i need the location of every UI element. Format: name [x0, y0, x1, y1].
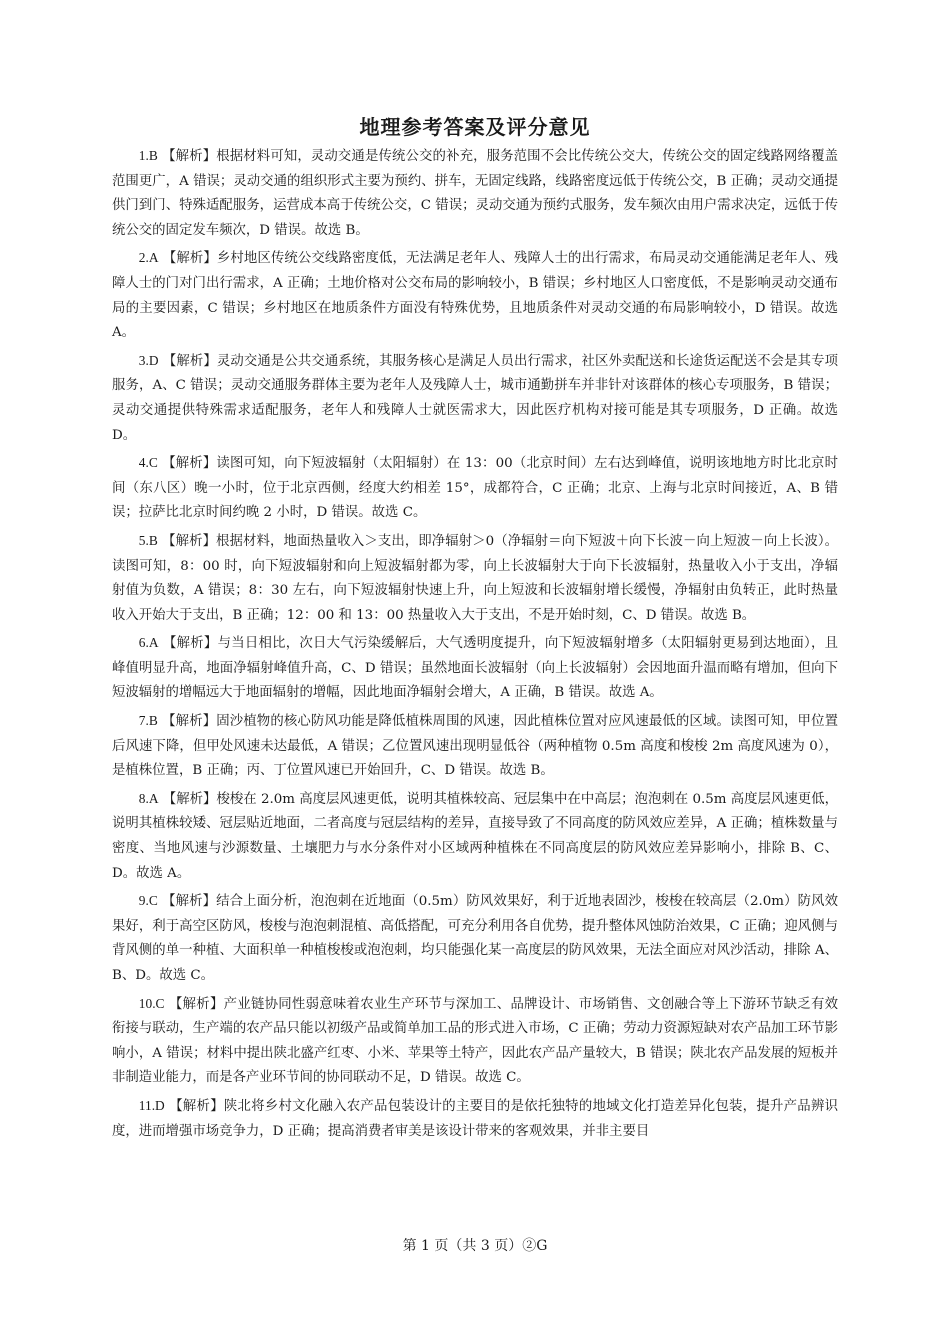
answer-label: 11.D — [138, 1097, 165, 1113]
answer-item-2 — [112, 246, 838, 345]
answer-item-6 — [112, 631, 838, 706]
answer-explanation: 【解析】梭梭在 2.0m 高度层风速更低，说明其植株较高、冠层集中在中高层；泡泡刺在 0.5m 高度层风速更低，说明其植株较矮、冠层贴近地面，二者高度与冠层结构的差异，直接导致了不同高度的防风效应差异，A 正确；植株数量与密度、当地风速与沙源数量、土壤肥力与水分条件对小区域两种植株在不同高度层的防风效应差异影响小，排除 B、C、D。故选 A。 — [112, 791, 838, 881]
answer-item-9 — [112, 889, 838, 988]
answer-item-3 — [112, 349, 838, 448]
answer-label: 1.B — [138, 148, 158, 163]
answer-label: 5.B — [138, 532, 158, 548]
answer-explanation: 【解析】结合上面分析，泡泡刺在近地面（0.5m）防风效果好，利于近地表固沙，梭梭在较高层（2.0m）防风效果好，利于高空区防风，梭梭与泡泡刺混植、高低搭配，可充分利用各自优势，提升整体风蚀防治效果，C 正确；迎风侧与背风侧的单一种植、大面积单一种植梭梭或泡泡刺，均只能强化某一高度层的防风效果，无法全面应对风沙活动，排除 A、B、D。故选 C。 — [112, 894, 838, 983]
answer-item-10 — [112, 992, 838, 1091]
answer-label: 9.C — [138, 893, 158, 909]
page-title: 地理参考答案及评分意见 — [359, 115, 591, 139]
page-footer: 第 1 页（共 3 页）②G — [402, 1238, 548, 1254]
answer-item-11 — [112, 1094, 838, 1144]
answer-explanation: 【解析】灵动交通是公共交通系统，其服务核心是满足人员出行需求，社区外卖配送和长途货运配送不会是其专项服务，A、C 错误；灵动交通服务群体主要为老年人及残障人士，城市通勤拼车并非针对该群体的核心专项服务，B 错误；灵动交通提供特殊需求适配服务，老年人和残障人士就医需求大，因此医疗机构对接可能是其专项服务，D 正确。故选 D。 — [112, 353, 838, 443]
answer-label: 6.A — [138, 635, 159, 651]
answer-explanation: 【解析】陕北将乡村文化融入农产品包装设计的主要目的是依托独特的地域文化打造差异化包装，提升产品辨识度，进而增强市场竞争力，D 正确；提高消费者审美是该设计带来的客观效果，并非主要目 — [112, 1098, 838, 1139]
answer-label: 3.D — [138, 352, 159, 368]
answer-explanation: 【解析】根据材料可知，灵动交通是传统公交的补充，服务范围不会比传统公交大，传统公交的固定线路网络覆盖范围更广，A 错误；灵动交通的组织形式主要为预约、拼车，无固定线路，线路密度远低于传统公交，B 正确；灵动交通提供门到门、特殊适配服务，运营成本高于传统公交，C 错误；灵动交通为预约式服务，发车频次由用户需求决定，远低于传统公交的固定发车频次，D 错误。故选 B。 — [112, 149, 838, 238]
answer-explanation: 【解析】乡村地区传统公交线路密度低，无法满足老年人、残障人士的出行需求，布局灵动交通能满足老年人、残障人士的门对门出行需求，A 正确；土地价格对公交布局的影响较小，B 错误；乡村地区人口密度低，不是影响灵动交通布局的主要因素，C 错误；乡村地区在地质条件方面没有特殊优势，且地质条件对灵动交通的布局影响较小，D 错误。故选 A。 — [112, 251, 838, 341]
answer-label: 7.B — [138, 713, 158, 729]
answer-item-4 — [112, 451, 838, 526]
answer-explanation: 【解析】根据材料，地面热量收入＞支出，即净辐射＞0（净辐射＝向下短波＋向下长波－向上短波－向上长波）。读图可知，8：00 时，向下短波辐射和向上短波辐射都为零，向上长波辐射大于向下长波辐射，热量收入小于支出，净辐射值为负数，A 错误；8：30 左右，向下短波辐射快速上升，向上短波和长波辐射增长缓慢，净辐射由负转正，此时热量收入开始大于支出，B 正确；12：00 和 13：00 热量收入大于支出，不是开始时刻，C、D 错误。故选 B。 — [112, 533, 838, 623]
answer-item-7 — [112, 709, 838, 784]
answer-label: 4.C — [138, 455, 158, 471]
answer-explanation: 【解析】产业链协同性弱意味着农业生产环节与深加工、品牌设计、市场销售、文创融合等上下游环节缺乏有效衔接与联动，生产端的农产品只能以初级产品或简单加工品的形式进入市场，C 正确；劳动力资源短缺对农产品加工环节影响小，A 错误；材料中提出陕北盛产红枣、小米、苹果等土特产，因此农产品产量较大，B 错误；陕北农产品发展的短板并非制造业能力，而是各产业环节间的协同联动不足，D 错误。故选 C。 — [112, 996, 838, 1086]
answer-item-8 — [112, 787, 838, 886]
answer-label: 2.A — [138, 250, 159, 266]
answer-label: 8.A — [138, 790, 159, 806]
answer-explanation: 【解析】固沙植物的核心防风功能是降低植株周围的风速，因此植株位置对应风速最低的区域。读图可知，甲位置后风速下降，但甲处风速未达最低，A 错误；乙位置风速出现明显低谷（两种植物 0.5m 高度和梭梭 2m 高度风速为 0），是植株位置，B 正确；丙、丁位置风速已开始回升，C、D 错误。故选 B。 — [112, 714, 838, 779]
answer-item-1 — [112, 144, 838, 243]
answer-label: 10.C — [138, 995, 165, 1011]
answer-explanation: 【解析】读图可知，向下短波辐射（太阳辐射）在 13：00（北京时间）左右达到峰值，说明该地地方时比北京时间（东八区）晚一小时，位于北京西侧，经度大约相差 15°，成都符合，C 正确；北京、上海与北京时间接近，A、B 错误；拉萨比北京时间约晚 2 小时，D 错误。故选 C。 — [112, 456, 838, 521]
answer-explanation: 【解析】与当日相比，次日大气污染缓解后，大气透明度提升，向下短波辐射增多（太阳辐射更易到达地面），且峰值明显升高，地面净辐射峰值升高，C、D 错误；虽然地面长波辐射（向上长波辐射）会因地面升温而略有增加，但向下短波辐射的增幅远大于地面辐射的增幅，因此地面净辐射会增大，A 正确，B 错误。故选 A。 — [112, 636, 838, 701]
answer-sheet-page — [112, 112, 838, 1147]
answer-item-5 — [112, 529, 838, 628]
